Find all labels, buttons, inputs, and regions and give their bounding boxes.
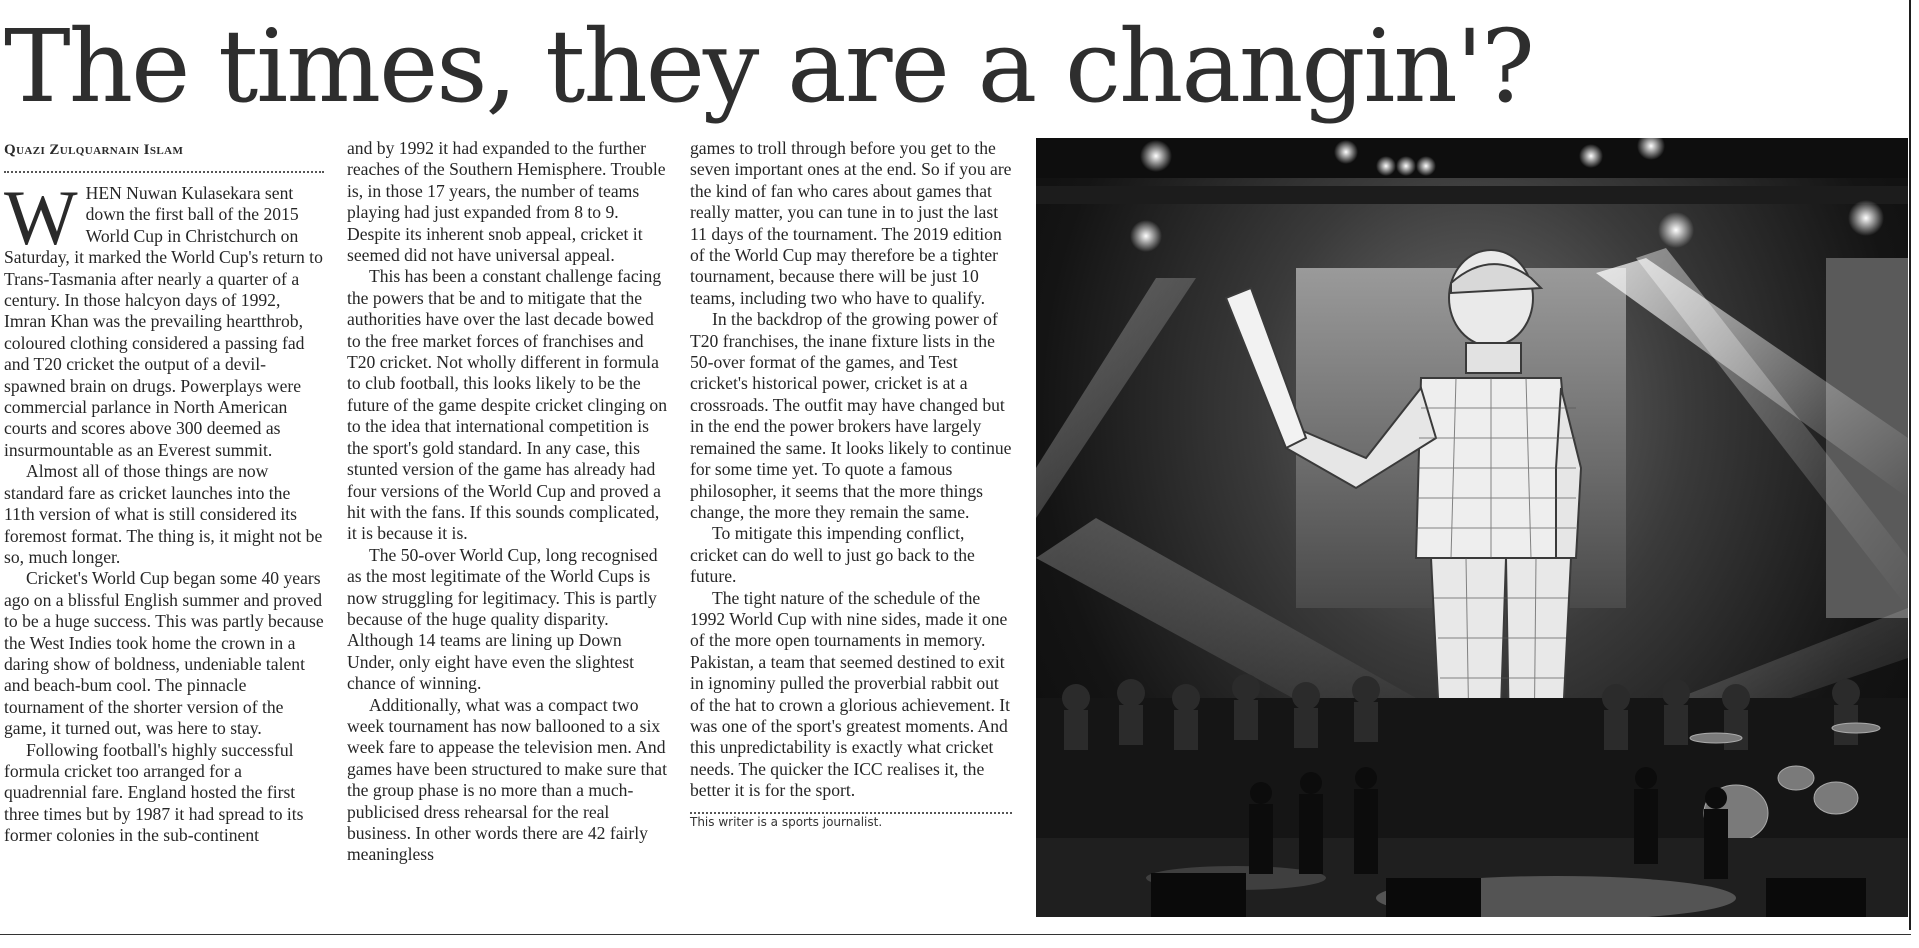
paragraph: games to troll through before you get to the seven important ones at the end. So if you are the kind of fan who cares about games that really matter, you can tune in to just the last 11 days of the tournament. The 2019 edition of the World Cup may therefore be a tighter tournament, because there will be just 10 teams, including two who have to qualify. bbox=[690, 138, 1012, 308]
paragraph: and by 1992 it had expanded to the further reaches of the Southern Hemisphere. Trouble is, in those 17 years, the number of teams playing had just expanded from 8 to 9. Despite its inherent snob appeal, cricket it seemed did not have universal appeal. bbox=[347, 138, 666, 266]
paragraph: In the backdrop of the growing power of T20 franchises, the inane fixture lists in the 50-over format of the games, and Test cricket's historical power, cricket is at a crossroads. The outfit may have changed but in the end the power brokers have largely remained the same. It looks likely to continue for some time yet. To quote a famous philosopher, it seems that the more things change, the more they remain the same. bbox=[690, 309, 1012, 522]
paragraph: This has been a constant challenge facing the powers that be and to mitigate that the authorities have over the last decade bowed to the free market forces of franchises and T20 cricket. Not wholly different in formula to club football, this looks likely to be the future of the game despite cricket clinging on to the idea that international competition is the sport's gold standard. In any case, this stunted version of the game has already had four versions of the World Cup and proved a hit with the fans. If this sounds complicated, it is because it is. bbox=[347, 266, 667, 544]
headline: The times, they are a changin'? bbox=[4, 8, 1533, 125]
paragraph: Almost all of those things are now standard fare as cricket launches into the 11th version of what is still considered its foremost format. The thing is, it might not be so, much longer. bbox=[4, 461, 323, 567]
article-column-1 bbox=[4, 138, 324, 847]
paragraph: The 50-over World Cup, long recognised as the most legitimate of the World Cups is now struggling for legitimacy. This is partly because of the huge quality disparity. Although 14 teams are lining up Down Under, only eight have even the slightest chance of winning. bbox=[347, 544, 658, 694]
paragraph: The tight nature of the schedule of the 1992 World Cup with nine sides, made it one of the more open tournaments in memory. Pakistan, a team that seemed destined to exit in ignominy pulled the proverbial rabbit out of the hat to crown a glorious achievement. It was one of the sport's greatest moments. And this unpredictability is exactly what cricket needs. The quicker the ICC realises it, the better it is for the sport. bbox=[690, 587, 1011, 801]
stage-photo bbox=[1036, 138, 1908, 917]
paragraph: Additionally, what was a compact two week tournament has now ballooned to a six week fare to appease the television men. And games have been structured to make sure that the group phase is no more than a much-publicised dress rehearsal for the real business. In other words there are 42 fairly meaningless bbox=[347, 694, 667, 865]
author-credit: This writer is a sports journalist. bbox=[690, 814, 883, 829]
byline: Quazi Zulquarnain Islam bbox=[4, 142, 184, 158]
paragraph: Following football's highly successful formula cricket too arranged for a quadrennial fare. England hosted the first three times but by 1987 it had spread to its former colonies in the sub-continent bbox=[4, 739, 304, 846]
article-column-3 bbox=[690, 138, 1012, 830]
page-edge-rule bbox=[1909, 0, 1911, 930]
drop-cap: W bbox=[4, 174, 78, 261]
paragraph: To mitigate this impending conflict, cricket can do well to just go back to the future. bbox=[690, 523, 975, 587]
bottom-rule bbox=[0, 934, 1911, 935]
paragraph: HEN Nuwan Kulasekara sent down the first ball of the 2015 World Cup in Christchurch on Saturday, it marked the World Cup's return to Trans-Tasmania after nearly a quarter of a century. In those halcyon days of 1992, Imran Khan was the prevailing heartthrob, coloured clothing considered a passing fad and T20 cricket the output of a devil-spawned brain on drugs. Powerplays were commercial parlance in North American courts and scores above 300 deemed as insurmountable as an Everest summit. bbox=[4, 183, 323, 460]
paragraph: Cricket's World Cup began some 40 years ago on a blissful English summer and proved to be a huge success. This was partly because the West Indies took home the crown in a daring show of boldness, undeniable talent and beach-bum cool. The pinnacle tournament of the shorter version of the game, it turned out, was here to stay. bbox=[4, 568, 324, 739]
article-column-2 bbox=[347, 138, 669, 866]
byline-divider bbox=[4, 171, 324, 173]
